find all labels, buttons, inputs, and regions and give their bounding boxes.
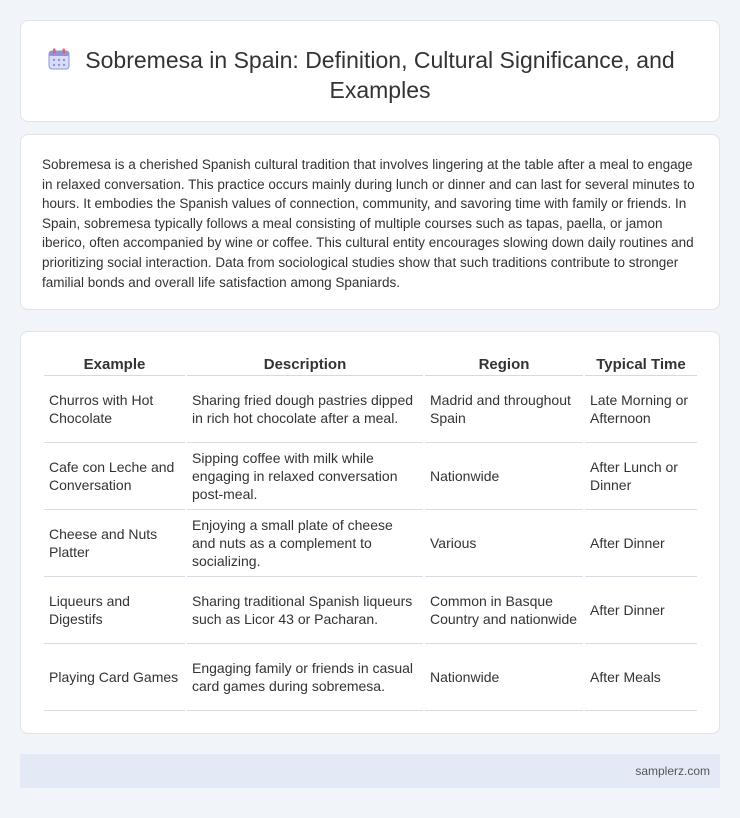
cell-example: Cafe con Leche and Conversation	[44, 443, 185, 510]
title-card	[20, 20, 720, 122]
cell-description: Sipping coffee with milk while engaging in relaxed conversation post-meal.	[187, 443, 423, 510]
table-row	[44, 443, 697, 510]
summary-card	[20, 134, 720, 310]
header-typical-time: Typical Time	[585, 350, 697, 376]
cell-typical-time: After Dinner	[585, 510, 697, 577]
cell-description: Sharing traditional Spanish liqueurs such as Licor 43 or Pacharan.	[187, 577, 423, 644]
page-title: Sobremesa in Spain: Definition, Cultural Significance, and Examples	[85, 47, 675, 103]
table-row	[44, 577, 697, 644]
table-row	[44, 376, 697, 443]
table-row	[44, 510, 697, 577]
cell-description: Enjoying a small plate of cheese and nuts as a complement to socializing.	[187, 510, 423, 577]
table-row	[44, 644, 697, 711]
cell-example: Churros with Hot Chocolate	[44, 376, 185, 443]
cell-example: Cheese and Nuts Platter	[44, 510, 185, 577]
cell-region: Nationwide	[425, 443, 583, 510]
header-description: Description	[187, 350, 423, 376]
header-region: Region	[425, 350, 583, 376]
cell-description: Sharing fried dough pastries dipped in rich hot chocolate after a meal.	[187, 376, 423, 443]
cell-region: Various	[425, 510, 583, 577]
cell-typical-time: Late Morning or Afternoon	[585, 376, 697, 443]
cell-example: Liqueurs and Digestifs	[44, 577, 185, 644]
cell-region: Common in Basque Country and nationwide	[425, 577, 583, 644]
footer-bar	[20, 754, 720, 788]
table-card	[20, 331, 720, 734]
cell-typical-time: After Dinner	[585, 577, 697, 644]
cell-example: Playing Card Games	[44, 644, 185, 711]
cell-description: Engaging family or friends in casual card games during sobremesa.	[187, 644, 423, 711]
examples-table	[42, 350, 699, 711]
cell-region: Madrid and throughout Spain	[425, 376, 583, 443]
footer-site-link[interactable]: samplerz.com	[635, 764, 710, 778]
cell-region: Nationwide	[425, 644, 583, 711]
cell-typical-time: After Lunch or Dinner	[585, 443, 697, 510]
table-header-row	[44, 350, 697, 376]
summary-paragraph: Sobremesa is a cherished Spanish cultural tradition that involves lingering at the table after a meal to engage in relaxed conversation. This practice occurs mainly during lunch or dinner and can last for several minutes to hours. It embodies the Spanish values of connection, community, and savoring time with family or friends. In Spain, sobremesa typically follows a meal consisting of multiple courses such as tapas, paella, or jamon iberico, often accompanied by wine or coffee. This cultural entity encourages slowing down daily routines and prioritizing social interaction. Data from sociological studies show that such traditions contribute to stronger familial bonds and overall life satisfaction among Spaniards.	[42, 157, 695, 290]
header-example: Example	[44, 350, 185, 376]
title-wrap	[61, 45, 699, 105]
cell-typical-time: After Meals	[585, 644, 697, 711]
